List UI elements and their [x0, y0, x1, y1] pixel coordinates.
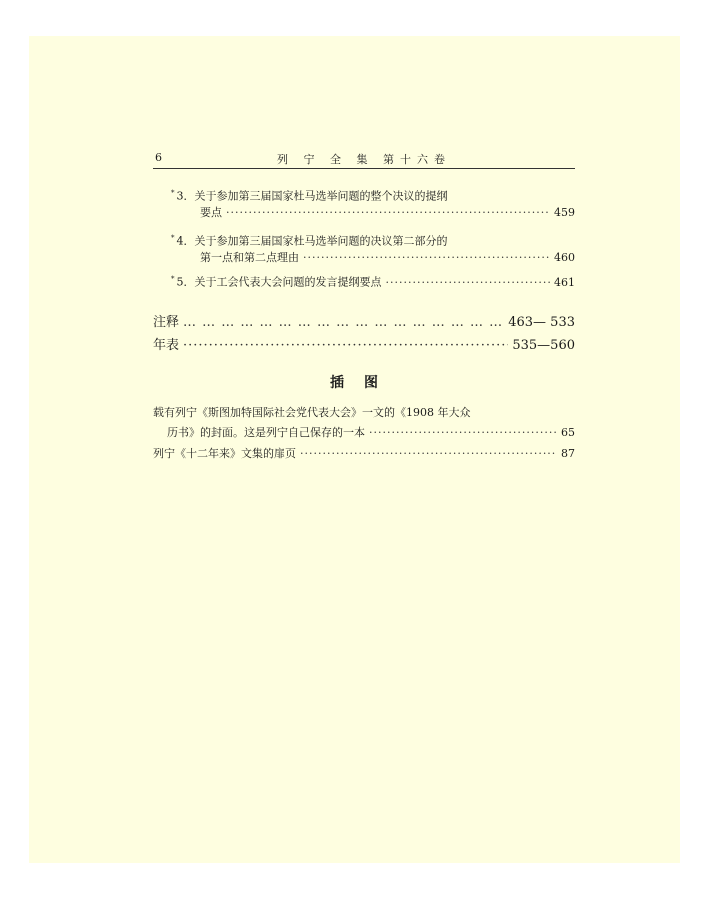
toc-entry-label: 年表 [153, 338, 180, 353]
toc-subitem-title-cont: 第一点和第二点理由 [200, 251, 299, 264]
toc-subitem-title: 5．关于工会代表大会问题的发言提纲要点 [176, 275, 382, 289]
running-header [153, 150, 575, 169]
toc-subitem [171, 185, 448, 205]
leader-dots [386, 275, 551, 291]
toc-entry-chronology [153, 337, 575, 355]
toc-page-range: 535—560 [512, 338, 575, 353]
illustration-item [153, 405, 471, 421]
asterisk-mark: * [171, 234, 175, 242]
toc-subitem-continuation [200, 250, 575, 266]
illustrations-heading: 插图 [330, 375, 398, 391]
toc-subitem-title: 3．关于参加第三届国家杜马选举问题的整个决议的提纲 [176, 189, 448, 203]
illustration-item [153, 446, 575, 462]
toc-page-number: 460 [554, 251, 575, 264]
toc-entry-notes [153, 314, 575, 332]
leader-dots [300, 446, 557, 462]
page-number: 6 [155, 151, 162, 164]
toc-page-range: 463— 533 [508, 315, 575, 330]
illustration-title: 列宁《十二年来》文集的扉页 [153, 447, 296, 460]
toc-subitem [171, 271, 575, 291]
toc-subitem [171, 230, 448, 250]
running-title: 列 宁 全 集 第十六卷 [277, 153, 451, 166]
toc-page-number: 461 [554, 275, 575, 289]
illustration-title-cont: 历书》的封面。这是列宁自己保存的一本 [167, 426, 365, 439]
leader-dots [183, 337, 508, 355]
leader-ellipsis [183, 314, 504, 332]
toc-entry-label: 注释 [153, 315, 180, 330]
asterisk-mark: * [171, 275, 175, 283]
asterisk-mark: * [171, 189, 175, 197]
toc-page-number: 459 [554, 206, 575, 219]
illustration-title: 载有列宁《斯图加特国际社会党代表大会》一文的《1908 年大众 [153, 406, 471, 419]
leader-dots [303, 250, 550, 266]
illustration-item-continuation [167, 425, 575, 441]
illustration-page-number: 87 [561, 447, 575, 460]
leader-dots [369, 425, 557, 441]
toc-subitem-title: 4．关于参加第三届国家杜马选举问题的决议第二部分的 [176, 234, 448, 248]
toc-subitem-continuation [200, 205, 575, 221]
toc-subitem-title-cont: 要点 [200, 206, 222, 219]
leader-dots [226, 205, 550, 221]
illustration-page-number: 65 [561, 426, 575, 439]
